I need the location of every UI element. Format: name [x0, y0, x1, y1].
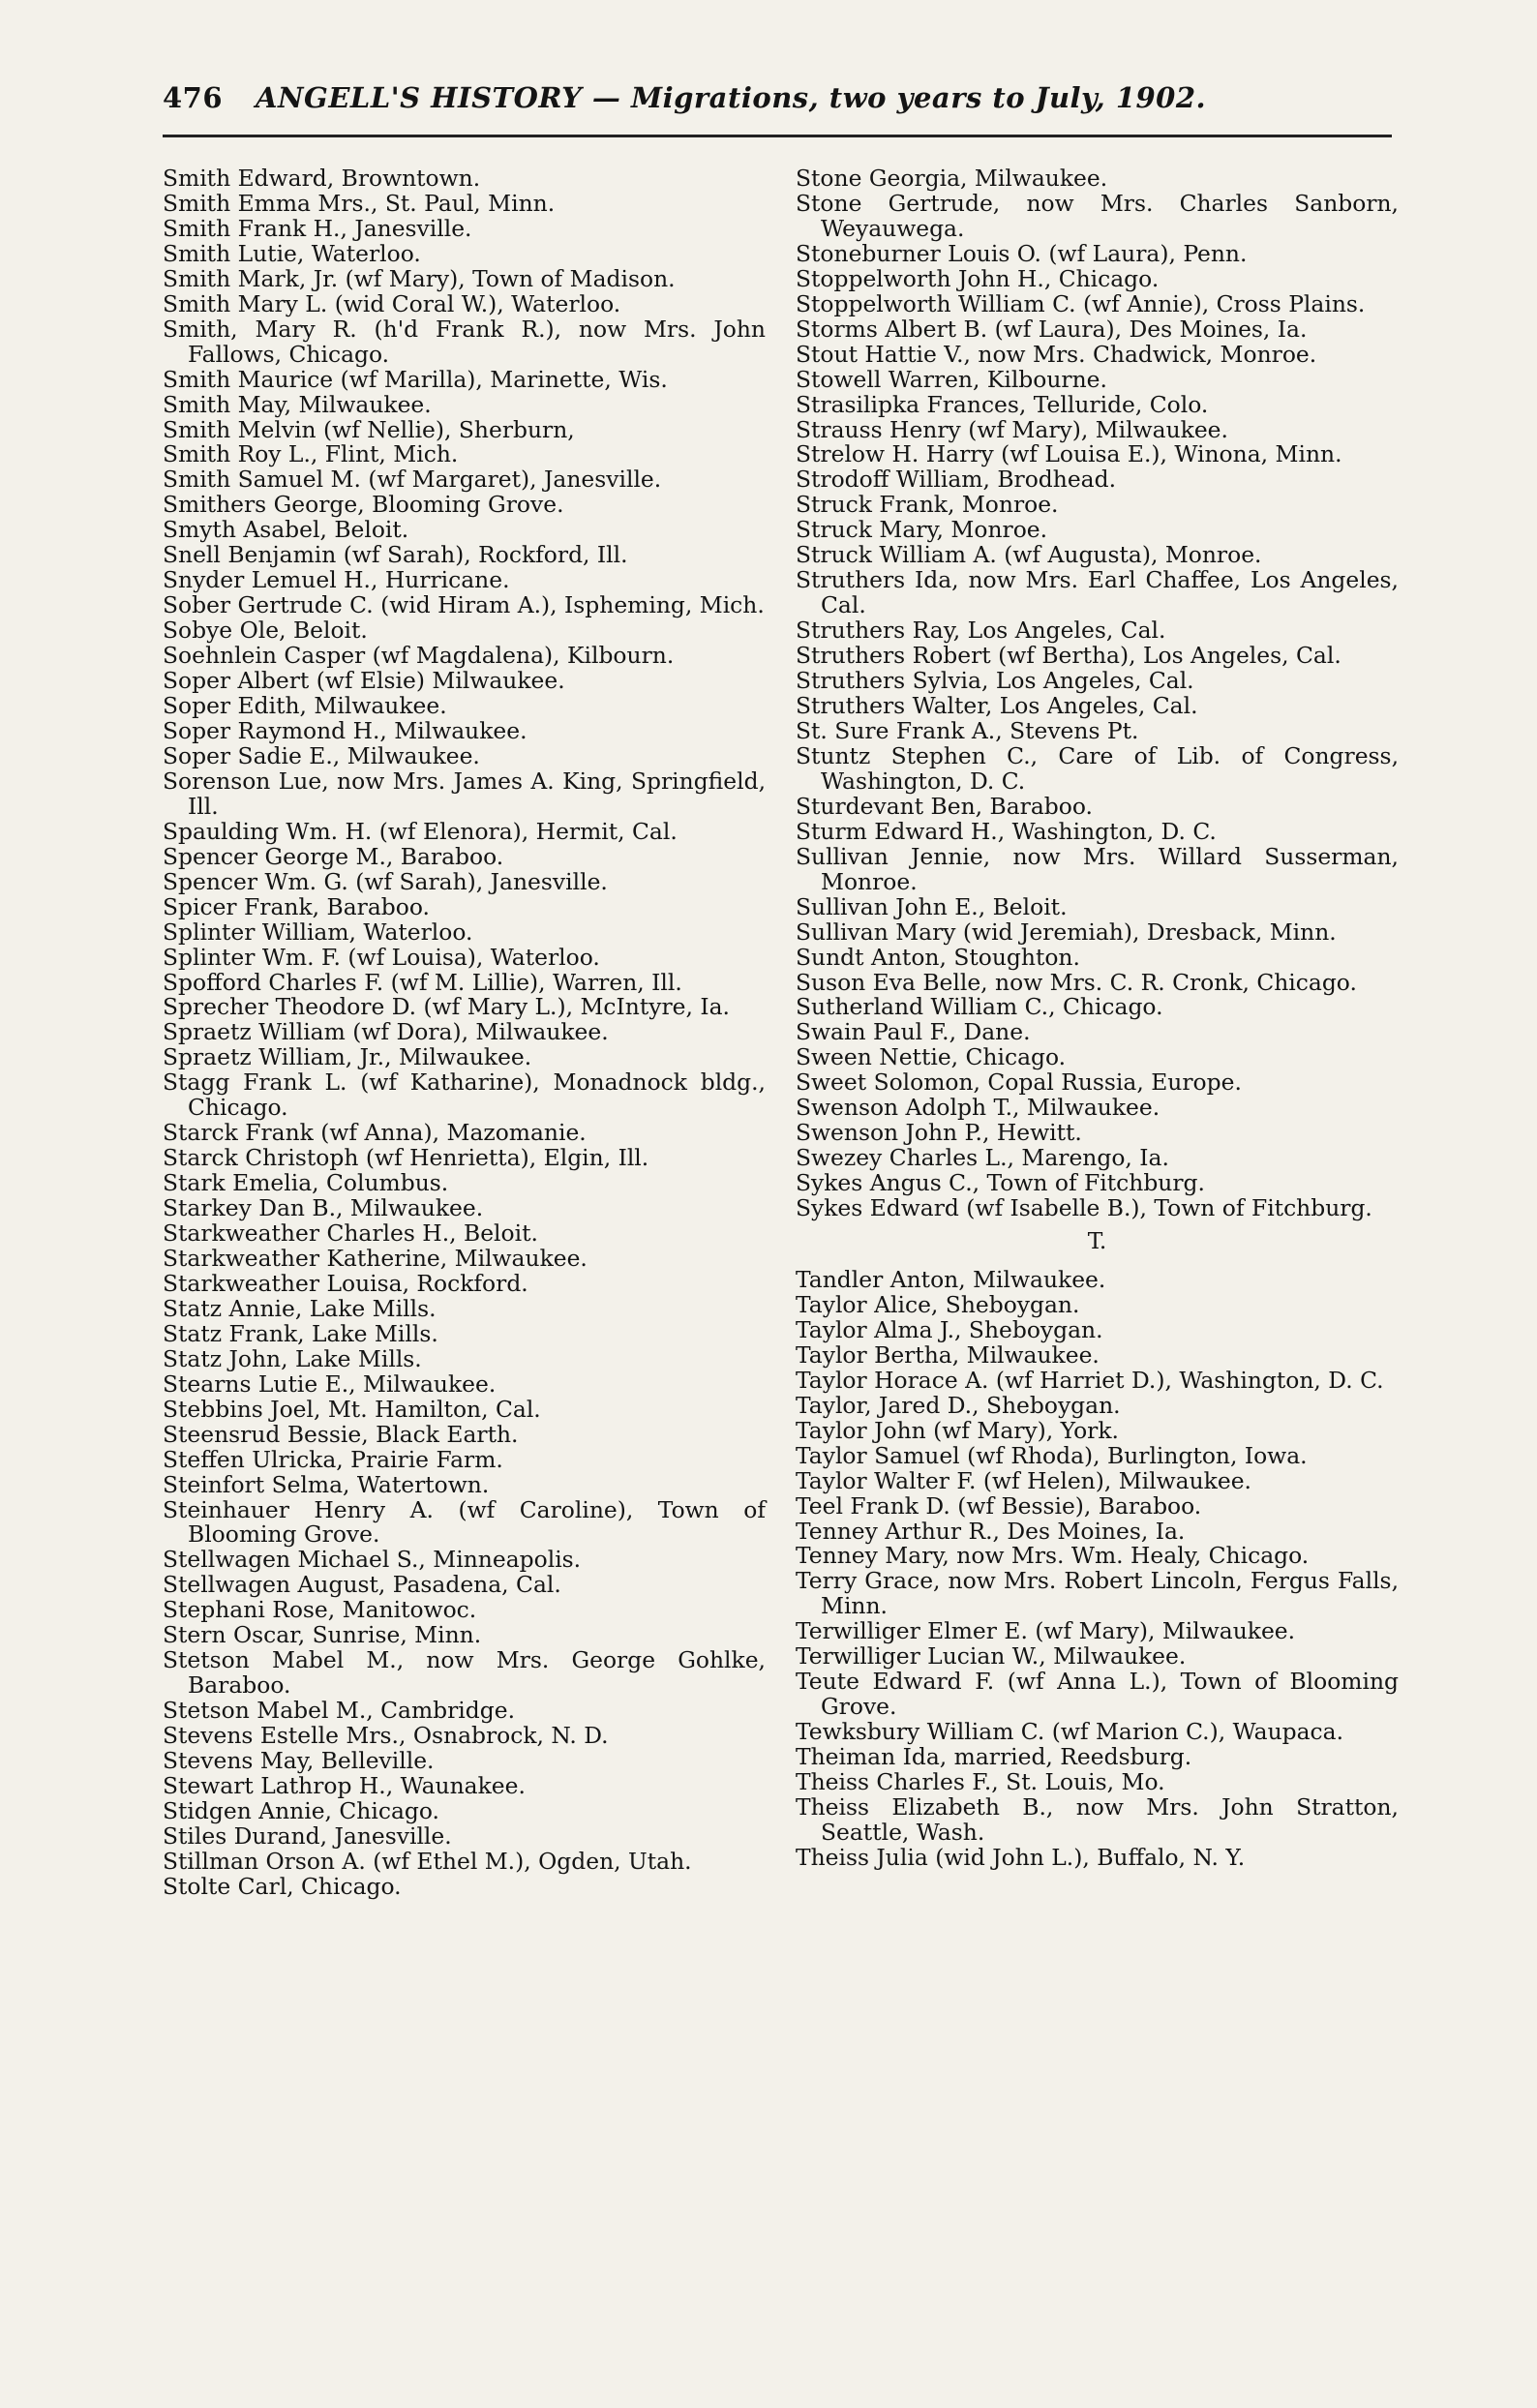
- directory-entry: Teel Frank D. (wf Bessie), Baraboo.: [796, 1491, 1202, 1520]
- directory-entry: Stoppelworth William C. (wf Annie), Cross Plains.: [796, 289, 1366, 317]
- directory-entry: Stetson Mabel M., Cambridge.: [163, 1697, 516, 1725]
- directory-entry: Tandler Anton, Milwaukee.: [796, 1265, 1106, 1293]
- directory-entry: Splinter William, Waterloo.: [163, 918, 473, 946]
- directory-entry: Theiss Charles F., St. Louis, Mo.: [796, 1768, 1165, 1796]
- directory-entry: Stagg Frank L. (wf Katharine), Monadnock bldg., Chicago.: [163, 1069, 766, 1122]
- directory-entry: Statz Annie, Lake Mills.: [163, 1294, 437, 1322]
- directory-entry: Terwilliger Elmer E. (wf Mary), Milwaukee.: [796, 1617, 1296, 1645]
- directory-entry: Struthers Walter, Los Angeles, Cal.: [796, 692, 1198, 720]
- directory-entry: Teute Edward F. (wf Anna L.), Town of Blooming Grove.: [796, 1668, 1399, 1721]
- directory-entry: Splinter Wm. F. (wf Louisa), Waterloo.: [163, 943, 600, 971]
- directory-entry: Struthers Ida, now Mrs. Earl Chaffee, Los Angeles, Cal.: [796, 566, 1399, 619]
- directory-entry: Suson Eva Belle, now Mrs. C. R. Cronk, Chicago.: [796, 968, 1357, 996]
- directory-entry: Steinfort Selma, Watertown.: [163, 1470, 490, 1498]
- directory-entry: Taylor, Jared D., Sheboygan.: [796, 1391, 1121, 1419]
- directory-entry: Starkweather Katherine, Milwaukee.: [163, 1244, 588, 1272]
- directory-entry: Stewart Lathrop H., Waunakee.: [163, 1772, 526, 1799]
- directory-entry: Strodoff William, Brodhead.: [796, 466, 1117, 494]
- directory-entry: Stern Oscar, Sunrise, Minn.: [163, 1621, 482, 1649]
- directory-entry: Stolte Carl, Chicago.: [163, 1872, 402, 1900]
- directory-entry: Sween Nettie, Chicago.: [796, 1043, 1067, 1071]
- directory-entry: Struthers Sylvia, Los Angeles, Cal.: [796, 667, 1194, 695]
- directory-entry: Sober Gertrude C. (wid Hiram A.), Ispheming, Mich.: [163, 591, 765, 619]
- directory-entry: Stark Emelia, Columbus.: [163, 1169, 449, 1197]
- directory-entry: Terwilliger Lucian W., Milwaukee.: [796, 1642, 1187, 1671]
- directory-entry: Stiles Durand, Janesville.: [163, 1821, 452, 1850]
- directory-entry: Stevens Estelle Mrs., Osnabrock, N. D.: [163, 1722, 609, 1750]
- directory-entry: Stevens May, Belleville.: [163, 1747, 435, 1775]
- directory-entry: Starck Frank (wf Anna), Mazomanie.: [163, 1119, 587, 1147]
- directory-entry: Sorenson Lue, now Mrs. James A. King, Springfield, Ill.: [163, 767, 766, 820]
- directory-entry: Swenson Adolph T., Milwaukee.: [796, 1094, 1160, 1122]
- directory-entry: Soper Edith, Milwaukee.: [163, 692, 447, 720]
- directory-entry: Swenson John P., Hewitt.: [796, 1119, 1082, 1147]
- directory-entry: Stout Hattie V., now Mrs. Chadwick, Monroe.: [796, 340, 1317, 368]
- directory-entry: Sutherland William C., Chicago.: [796, 993, 1163, 1021]
- directory-entry: Sturdevant Ben, Baraboo.: [796, 792, 1093, 820]
- directory-entry: Sprecher Theodore D. (wf Mary L.), McIntyre, Ia.: [163, 993, 730, 1021]
- left-column: [163, 166, 766, 1900]
- directory-entry: Smith Roy L., Flint, Mich.: [163, 440, 459, 468]
- directory-entry: Stetson Mabel M., now Mrs. George Gohlke, Baraboo.: [163, 1646, 766, 1700]
- directory-entry: Starkey Dan B., Milwaukee.: [163, 1194, 484, 1222]
- directory-entry: Sobye Ole, Beloit.: [163, 617, 368, 645]
- directory-entry: Sturm Edward H., Washington, D. C.: [796, 817, 1217, 845]
- directory-entry: Struthers Ray, Los Angeles, Cal.: [796, 617, 1166, 645]
- directory-entry: Strauss Henry (wf Mary), Milwaukee.: [796, 415, 1228, 443]
- directory-entry: Spicer Frank, Baraboo.: [163, 892, 430, 920]
- directory-entry: Stowell Warren, Kilbourne.: [796, 365, 1107, 393]
- directory-entry: Starkweather Louisa, Rockford.: [163, 1269, 528, 1297]
- directory-entry: Taylor Alma J., Sheboygan.: [796, 1315, 1103, 1343]
- directory-entry: Starck Christoph (wf Henrietta), Elgin, Ill.: [163, 1144, 649, 1172]
- directory-entry: Smith Mark, Jr. (wf Mary), Town of Madison.: [163, 264, 676, 292]
- right-column-t-entries: [796, 1265, 1399, 1871]
- directory-entry: Tenney Mary, now Mrs. Wm. Healy, Chicago.: [796, 1542, 1310, 1570]
- directory-entry: Stebbins Joel, Mt. Hamilton, Cal.: [163, 1395, 541, 1423]
- directory-entry: Theiss Julia (wid John L.), Buffalo, N. Y.: [796, 1843, 1246, 1871]
- directory-entry: Stearns Lutie E., Milwaukee.: [163, 1370, 497, 1398]
- directory-entry: Smith Lutie, Waterloo.: [163, 239, 421, 267]
- directory-entry: Taylor Alice, Sheboygan.: [796, 1290, 1080, 1318]
- directory-entry: Stoneburner Louis O. (wf Laura), Penn.: [796, 239, 1248, 267]
- directory-entry: Sykes Edward (wf Isabelle B.), Town of Fitchburg.: [796, 1194, 1372, 1222]
- directory-entry: Smith Emma Mrs., St. Paul, Minn.: [163, 189, 556, 217]
- directory-entry: Spofford Charles F. (wf M. Lillie), Warren, Ill.: [163, 968, 682, 996]
- directory-entry: Statz Frank, Lake Mills.: [163, 1319, 438, 1347]
- directory-entry: Smyth Asabel, Beloit.: [163, 516, 409, 544]
- directory-entry: Spaulding Wm. H. (wf Elenora), Hermit, Cal.: [163, 817, 678, 845]
- directory-entry: Struck Mary, Monroe.: [796, 516, 1048, 544]
- directory-entry: Swain Paul F., Dane.: [796, 1018, 1031, 1046]
- directory-entry: Taylor Walter F. (wf Helen), Milwaukee.: [796, 1466, 1251, 1494]
- directory-entry: Snyder Lemuel H., Hurricane.: [163, 566, 510, 594]
- directory-entry: Sullivan Jennie, now Mrs. Willard Susserman, Monroe.: [796, 842, 1399, 895]
- directory-entry: Theiss Elizabeth B., now Mrs. John Stratton, Seattle, Wash.: [796, 1793, 1399, 1846]
- directory-entry: Stephani Rose, Manitowoc.: [163, 1596, 477, 1624]
- directory-entry: Theiman Ida, married, Reedsburg.: [796, 1743, 1192, 1771]
- directory-entry: Taylor Samuel (wf Rhoda), Burlington, Iowa.: [796, 1441, 1308, 1469]
- directory-entry: Stellwagen Michael S., Minneapolis.: [163, 1546, 582, 1574]
- directory-entry: Sykes Angus C., Town of Fitchburg.: [796, 1169, 1205, 1197]
- directory-entry: Stillman Orson A. (wf Ethel M.), Ogden, Utah.: [163, 1847, 692, 1875]
- page-header: [163, 81, 1392, 114]
- directory-entry: Stoppelworth John H., Chicago.: [796, 264, 1160, 292]
- directory-entry: Soper Sadie E., Milwaukee.: [163, 741, 480, 769]
- directory-entry: Soper Albert (wf Elsie) Milwaukee.: [163, 667, 565, 695]
- directory-entry: Spencer Wm. G. (wf Sarah), Janesville.: [163, 867, 608, 895]
- directory-entry: Smith Samuel M. (wf Margaret), Janesville.: [163, 466, 662, 494]
- directory-entry: Stone Georgia, Milwaukee.: [796, 165, 1108, 192]
- directory-entry: Sundt Anton, Stoughton.: [796, 943, 1080, 971]
- directory-entry: Struck Frank, Monroe.: [796, 491, 1059, 519]
- directory-entry: Smith Melvin (wf Nellie), Sherburn,: [163, 415, 575, 443]
- directory-entry: Soper Raymond H., Milwaukee.: [163, 716, 527, 744]
- directory-entry: Taylor Bertha, Milwaukee.: [796, 1340, 1100, 1369]
- directory-entry: Taylor Horace A. (wf Harriet D.), Washington, D. C.: [796, 1366, 1384, 1394]
- directory-entry: Strelow H. Harry (wf Louisa E.), Winona, Minn.: [796, 440, 1342, 468]
- directory-entry: Starkweather Charles H., Beloit.: [163, 1219, 538, 1248]
- directory-entry: Spraetz William, Jr., Milwaukee.: [163, 1043, 532, 1071]
- directory-entry: Tenney Arthur R., Des Moines, Ia.: [796, 1517, 1186, 1545]
- directory-entry: Smith Frank H., Janesville.: [163, 214, 472, 242]
- directory-entry: Stellwagen August, Pasadena, Cal.: [163, 1571, 561, 1599]
- directory-entry: Storms Albert B. (wf Laura), Des Moines, Ia.: [796, 315, 1308, 343]
- directory-entry: Smith Maurice (wf Marilla), Marinette, Wis.: [163, 365, 668, 393]
- directory-entry: Soehnlein Casper (wf Magdalena), Kilbourn.: [163, 642, 675, 670]
- directory-entry: Smithers George, Blooming Grove.: [163, 491, 564, 519]
- directory-entry: Spencer George M., Baraboo.: [163, 842, 504, 870]
- directory-entry: Strasilipka Frances, Telluride, Colo.: [796, 390, 1209, 418]
- directory-entry: Steensrud Bessie, Black Earth.: [163, 1420, 519, 1448]
- directory-entry: Statz John, Lake Mills.: [163, 1344, 422, 1372]
- directory-entry: Stidgen Annie, Chicago.: [163, 1796, 439, 1824]
- right-column: [796, 166, 1399, 1871]
- directory-entry: Sullivan John E., Beloit.: [796, 892, 1068, 920]
- directory-entry: Steinhauer Henry A. (wf Caroline), Town of Blooming Grove.: [163, 1495, 766, 1549]
- directory-entry: Smith Edward, Browntown.: [163, 165, 481, 192]
- right-column-s-entries: [796, 166, 1399, 1221]
- directory-entry: Snell Benjamin (wf Sarah), Rockford, Ill.: [163, 541, 628, 569]
- directory-entry: Smith Mary L. (wid Coral W.), Waterloo.: [163, 289, 621, 317]
- directory-entry: Stone Gertrude, now Mrs. Charles Sanborn, Weyauwega.: [796, 189, 1399, 242]
- directory-entry: Swezey Charles L., Marengo, Ia.: [796, 1144, 1169, 1172]
- directory-entry: Smith, Mary R. (h'd Frank R.), now Mrs. John Fallows, Chicago.: [163, 315, 766, 368]
- section-letter: T.: [1087, 1227, 1107, 1255]
- running-title: ANGELL'S HISTORY — Migrations, two years to July, 1902.: [256, 81, 1207, 114]
- directory-entry: Smith May, Milwaukee.: [163, 390, 432, 418]
- directory-entry: Terry Grace, now Mrs. Robert Lincoln, Fergus Falls, Minn.: [796, 1567, 1399, 1620]
- page-number: 476: [163, 81, 224, 114]
- directory-entry: St. Sure Frank A., Stevens Pt.: [796, 716, 1139, 744]
- directory-entry: Tewksbury William C. (wf Marion C.), Waupaca.: [796, 1718, 1344, 1746]
- directory-entry: Sweet Solomon, Copal Russia, Europe.: [796, 1069, 1242, 1097]
- directory-entry: Sullivan Mary (wid Jeremiah), Dresback, Minn.: [796, 918, 1337, 946]
- header-rule: [163, 135, 1392, 137]
- directory-entry: Struthers Robert (wf Bertha), Los Angeles, Cal.: [796, 642, 1341, 670]
- directory-entry: Spraetz William (wf Dora), Milwaukee.: [163, 1018, 609, 1046]
- directory-entry: Steffen Ulricka, Prairie Farm.: [163, 1445, 503, 1473]
- directory-entry: Struck William A. (wf Augusta), Monroe.: [796, 541, 1262, 569]
- directory-entry: Stuntz Stephen C., Care of Lib. of Congress, Washington, D. C.: [796, 741, 1399, 795]
- directory-entry: Taylor John (wf Mary), York.: [796, 1416, 1119, 1444]
